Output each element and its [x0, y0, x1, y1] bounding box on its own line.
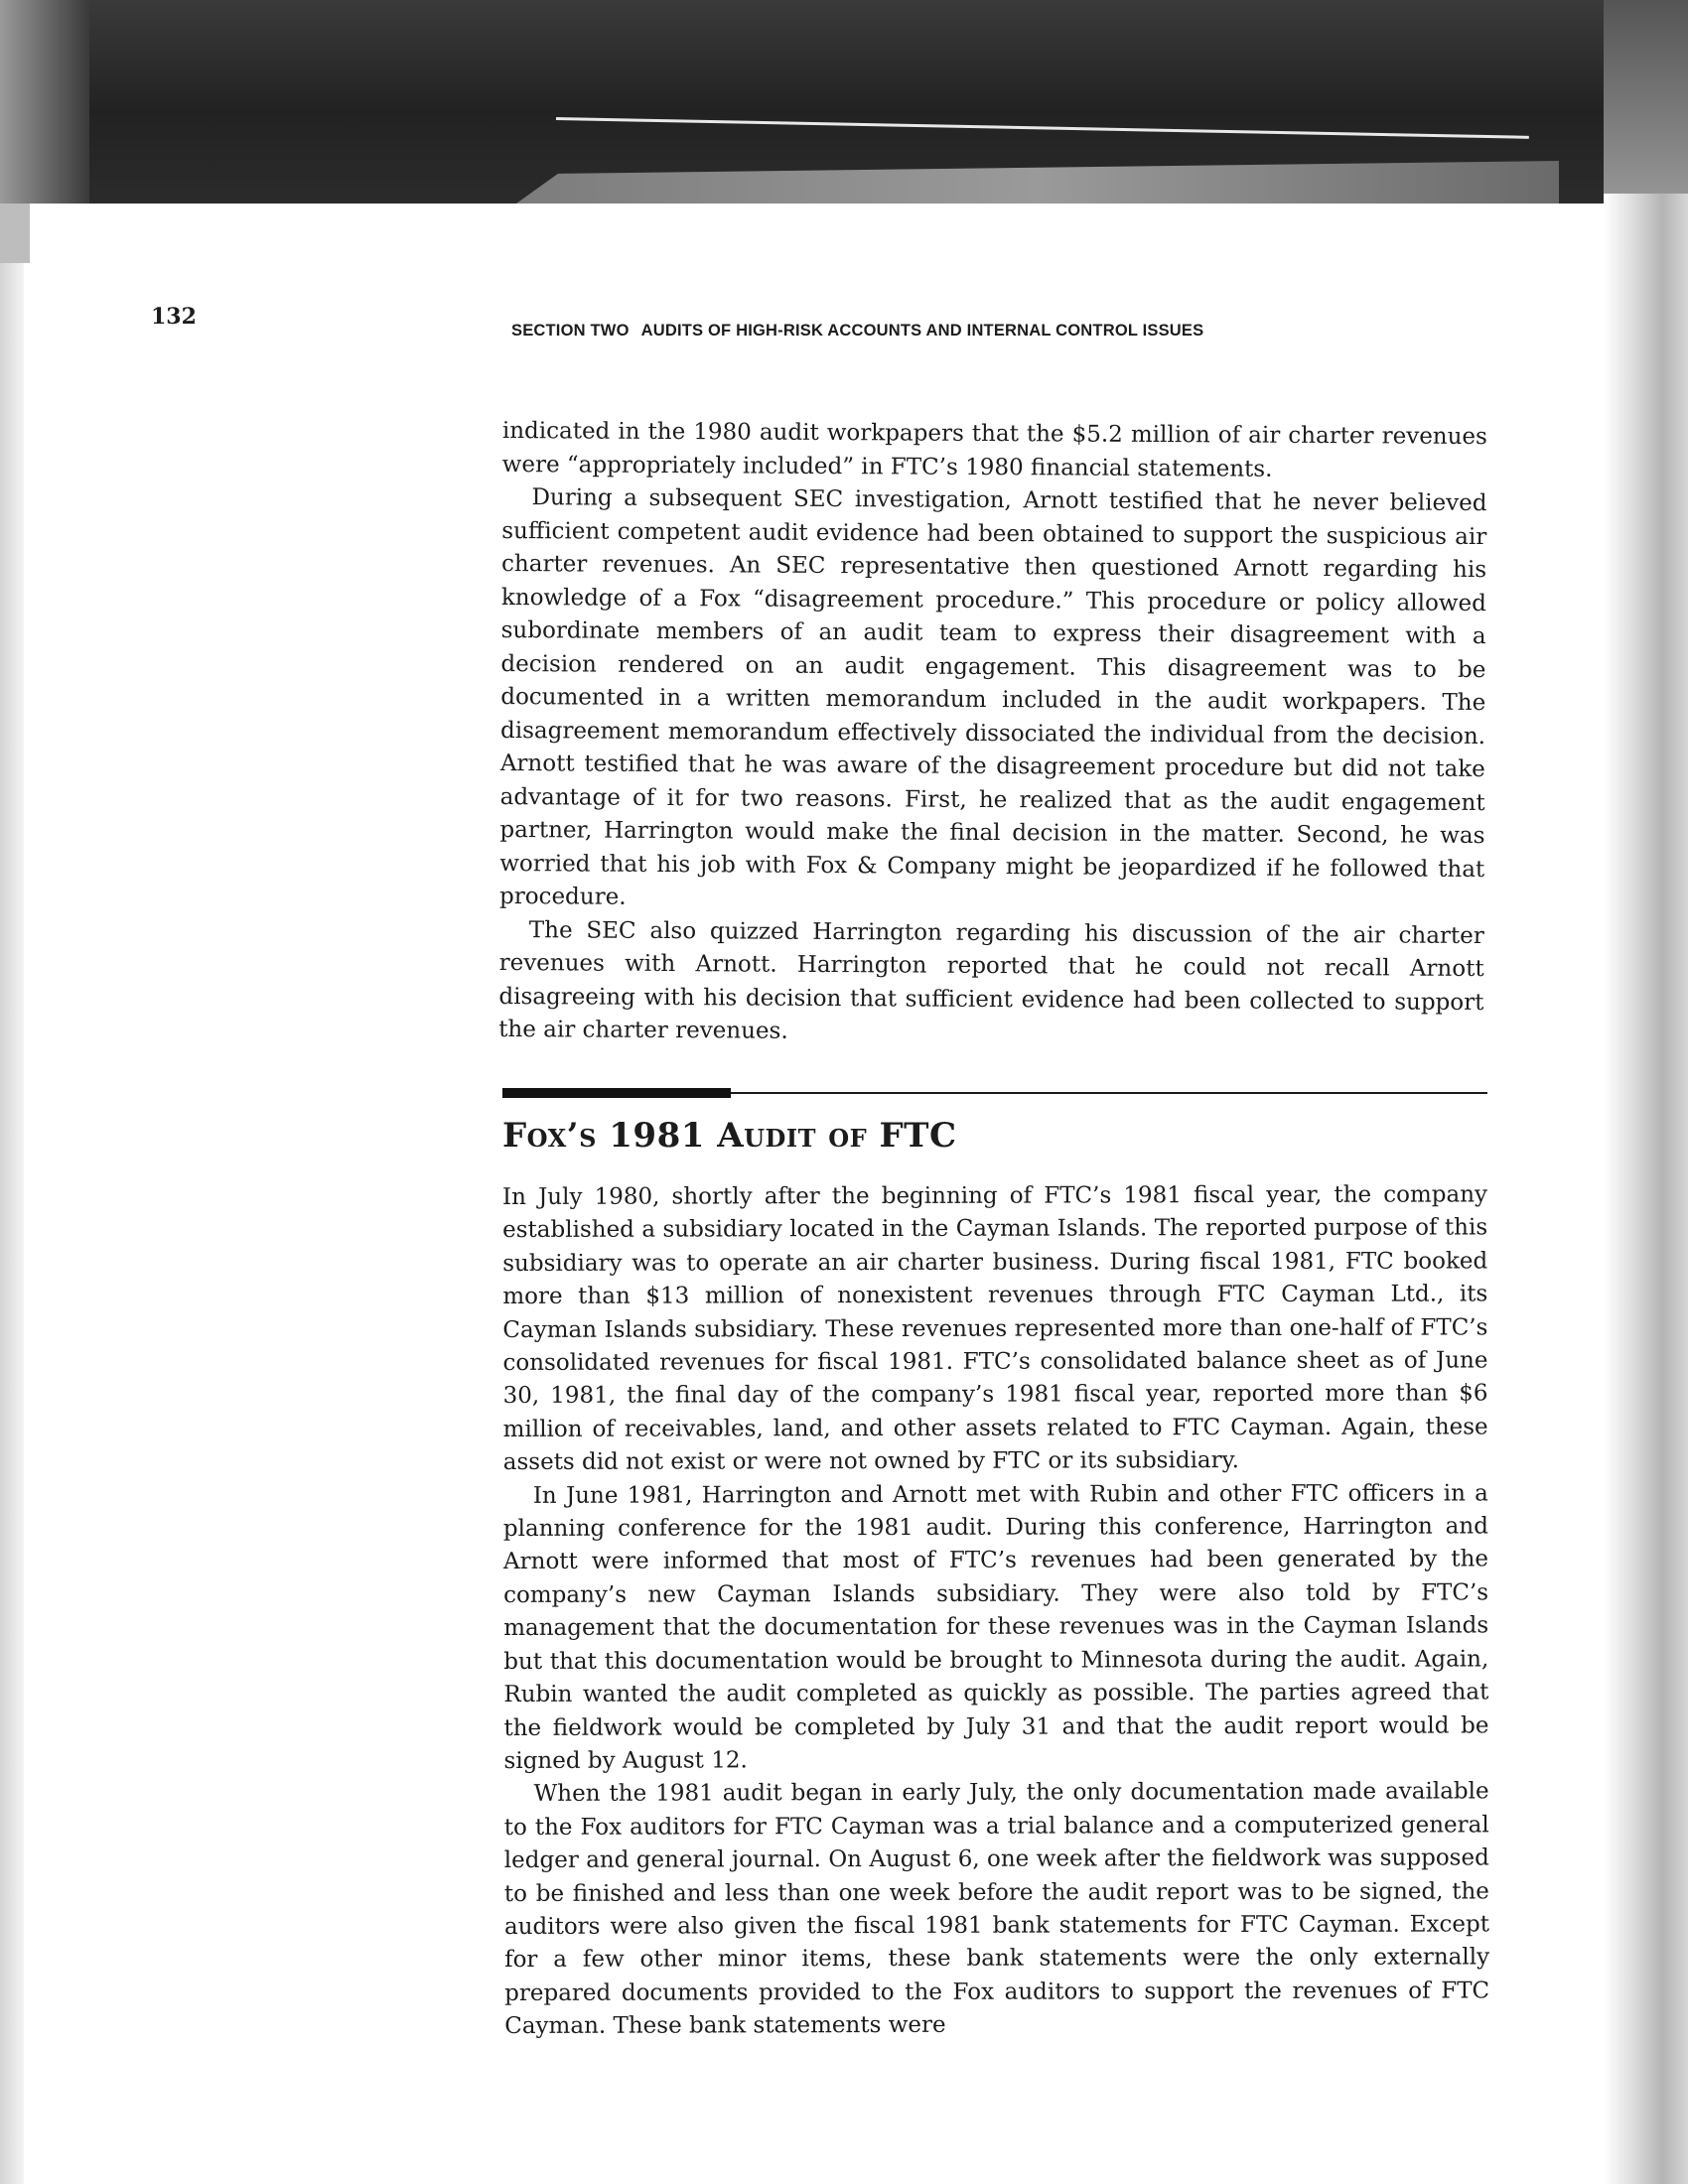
scan-notch-left	[0, 204, 30, 263]
section-rule-thick	[502, 1088, 731, 1098]
scan-shadow-right-top	[1604, 0, 1688, 208]
section-label: SECTION TWO	[511, 322, 630, 340]
section-heading: Fox’s 1981 Audit of FTC	[502, 1116, 957, 1156]
paragraph: The SEC also quizzed Harrington regarding his discussion of the air charter revenues with Arnott. Harrington reported that he could not recall Arnott disagreeing with his decision that sufficient evidence had been collected to support the air charter revenues.	[498, 916, 1484, 1044]
paragraph: During a subsequent SEC investigation, Arnott testified that he never believed sufficient competent audit evidence had been obtained to support the suspicious air charter revenues. An SEC representative then questioned Arnott regarding his knowledge of a Fox “disagreement procedure.” This procedure or policy allowed subordinate members of an audit team to express their disagreement with a decision rendered on an audit engagement. This disagreement was to be documented in a written memorandum included in the audit workpapers. The disagreement memorandum effectively dissociated the individual from the decision. Arnott testified that he was aware of the disagreement procedure but did not take advantage of it for two reasons. First, he realized that as the audit engagement partner, Harrington would make the final decision in the matter. Second, he was worried that his job with Fox & Company might be jeopardized if he followed that procedure.	[498, 484, 1487, 910]
scan-shadow-corner	[0, 0, 89, 204]
scan-shadow-left	[0, 204, 24, 2184]
paragraph: In June 1981, Harrington and Arnott met with Rubin and other FTC officers in a planning conference for the 1981 audit. During this conference, Harrington and Arnott were informed that most of FTC’s revenues had been generated by the company’s new Cayman Islands subsidiary. They were also told by FTC’s management that the documentation for these revenues was in the Cayman Islands but that this documentation would be brought to Minnesota during the audit. Again, Rubin wanted the audit completed as quickly as possible. The parties agreed that the fieldwork would be completed by July 31 and that the audit report would be signed by August 12.	[502, 1480, 1489, 1774]
running-head	[511, 322, 1203, 341]
continued-text	[498, 415, 1487, 1053]
paragraph: In July 1980, shortly after the beginning of FTC’s 1981 fiscal year, the company established a subsidiary located in the Cayman Islands. The reported purpose of this subsidiary was to operate an air charter business. During fiscal 1981, FTC booked more than $13 million of nonexistent revenues through FTC Cayman Ltd., its Cayman Islands subsidiary. These revenues represented more than one-half of FTC’s consolidated revenues for fiscal 1981. FTC’s consolidated balance sheet as of June 30, 1981, the final day of the company’s 1981 fiscal year, reported more than $6 million of receivables, land, and other assets related to FTC Cayman. Again, these assets did not exist or were not owned by FTC or its subsidiary.	[502, 1181, 1488, 1476]
section-body	[502, 1178, 1489, 2043]
page-number: 132	[151, 304, 197, 330]
paragraph: indicated in the 1980 audit workpapers that the $5.2 million of air charter revenues were “appropriately included” in FTC’s 1980 financial statements.	[501, 417, 1487, 482]
paragraph: When the 1981 audit began in early July, the only documentation made available to the Fox auditors for FTC Cayman was a trial balance and a computerized general ledger and general journal. On August 6, one week after the fieldwork was supposed to be finished and less than one week before the audit report was to be signed, the auditors were also given the fiscal 1981 bank statements for FTC Cayman. Except for a few other minor items, these bank statements were the only externally prepared documents provided to the Fox auditors to support the revenues of FTC Cayman. These bank statements were	[503, 1778, 1490, 2040]
book-gutter-right	[1604, 194, 1688, 2184]
section-rule	[502, 1088, 1487, 1098]
section-title: AUDITS OF HIGH-RISK ACCOUNTS AND INTERNAL CONTROL ISSUES	[640, 322, 1204, 340]
